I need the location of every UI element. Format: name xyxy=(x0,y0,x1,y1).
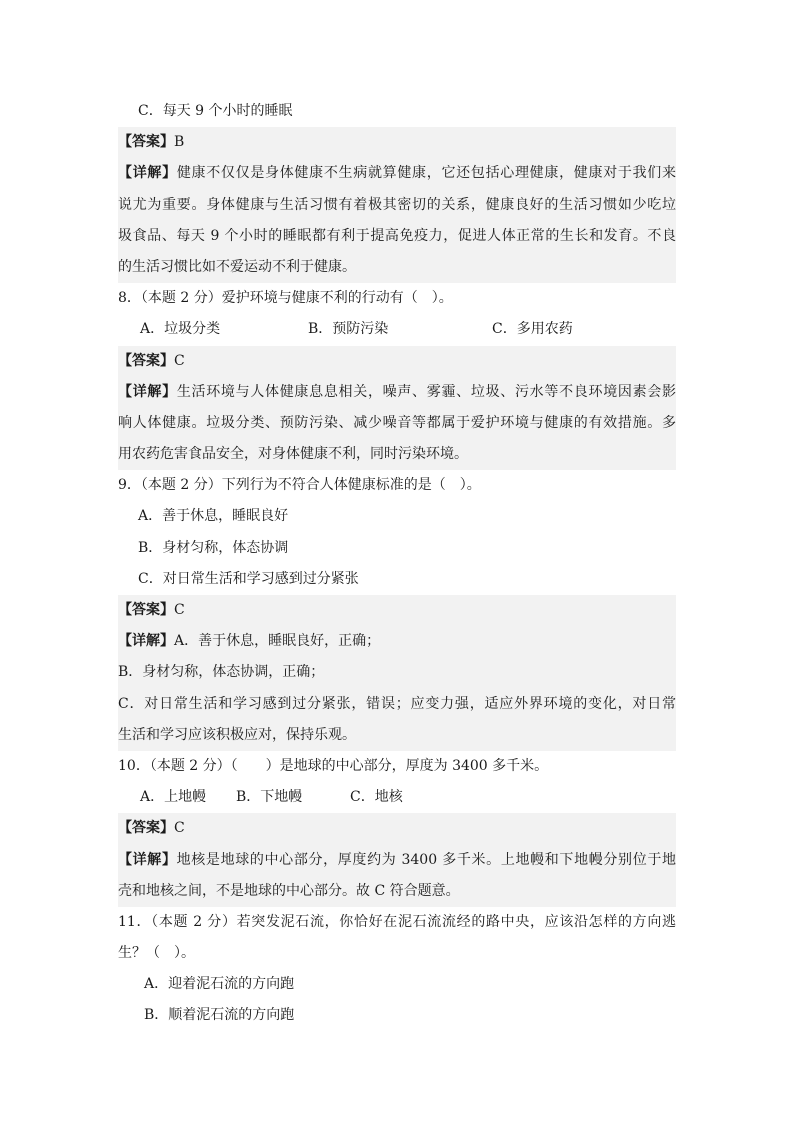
q8-answer-block xyxy=(118,346,676,471)
q10-answer: C xyxy=(174,820,185,837)
q7-answer-line xyxy=(118,127,676,158)
q9-option-b: B．身材匀称，体态协调 xyxy=(138,539,289,556)
q8-answer-line xyxy=(118,346,676,377)
answer-tag: 【答案】 xyxy=(118,352,174,369)
q9-answer-block xyxy=(118,595,676,751)
detail-tag: 【详解】 xyxy=(118,383,177,400)
q7-answer-block xyxy=(118,127,676,283)
q10-option-b: B．下地幔 xyxy=(236,789,303,806)
q10-option-a: A．上地幔 xyxy=(140,789,207,806)
q10-answer-line xyxy=(118,813,676,844)
detail-tag: 【详解】 xyxy=(118,633,174,650)
answer-tag: 【答案】 xyxy=(118,134,174,151)
q8-option-a: A．垃圾分类 xyxy=(140,321,221,338)
q8-answer: C xyxy=(174,352,185,369)
exam-page-content xyxy=(118,96,676,1032)
answer-tag: 【答案】 xyxy=(118,602,174,618)
q9-detail-line-3: C．对日常生活和学习感到过分紧张，错误；应变力强，适应外界环境的变化，对日常 xyxy=(118,695,676,712)
q10-option-c: C．地核 xyxy=(350,789,403,806)
q7-detail-line-1: 【详解】健康不仅仅是身体健康不生病就算健康，它还包括心理健康，健康对于我们来 xyxy=(118,165,676,182)
q9-option-a: A．善于休息，睡眠良好 xyxy=(138,508,289,525)
q9-answer-line xyxy=(118,595,676,626)
q8-option-c: C．多用农药 xyxy=(492,321,573,338)
q7-detail-line-3: 圾食品、每天 9 个小时的睡眠都有利于提高免疫力，促进人体正常的生长和发育。不良 xyxy=(118,227,676,244)
q8-option-b: B．预防污染 xyxy=(308,321,389,338)
q10-question: 10．（本题 2 分）（ ）是地球的中心部分，厚度为 3400 多千米。 xyxy=(118,757,549,774)
q7-detail-line-4: 的生活习惯比如不爱运动不利于健康。 xyxy=(118,258,356,275)
detail-tag: 【详解】 xyxy=(118,165,177,182)
q8-detail-line-3: 用农药危害食品安全，对身体健康不利，同时污染环境。 xyxy=(118,446,468,463)
q11-question-line-2: 生？（ ）。 xyxy=(118,945,195,962)
detail-tag: 【详解】 xyxy=(118,851,177,868)
q8-question: 8．（本题 2 分）爱护环境与健康不利的行动有（ ）。 xyxy=(118,290,453,307)
q9-answer: C xyxy=(174,602,185,618)
q8-detail-line-2: 响人体健康。垃圾分类、预防污染、减少噪音等都属于爱护环境与健康的有效措施。多 xyxy=(118,414,676,431)
q8-detail-line-1: 【详解】生活环境与人体健康息息相关，噪声、雾霾、垃圾、污水等不良环境因素会影 xyxy=(118,383,676,400)
answer-tag: 【答案】 xyxy=(118,820,174,837)
q10-options xyxy=(118,782,676,813)
q10-detail-line-1: 【详解】地核是地球的中心部分，厚度约为 3400 多千米。上地幔和下地幔分别位于地 xyxy=(118,851,676,868)
q11-option-b: B．顺着泥石流的方向跑 xyxy=(144,1007,295,1024)
q8-options xyxy=(118,314,676,345)
q9-option-c: C．对日常生活和学习感到过分紧张 xyxy=(138,570,359,587)
q11-option-a: A．迎着泥石流的方向跑 xyxy=(144,976,295,993)
q9-detail-line-2: B．身材匀称，体态协调，正确； xyxy=(118,664,325,681)
q10-detail-line-2: 壳和地核之间，不是地球的中心部分。故 C 符合题意。 xyxy=(118,882,460,899)
q7-detail-line-2: 说尤为重要。身体健康与生活习惯有着极其密切的关系，健康良好的生活习惯如少吃垃 xyxy=(118,196,676,213)
q9-question: 9．（本题 2 分）下列行为不符合人体健康标准的是（ ）。 xyxy=(118,477,481,494)
q9-detail-line-1: 【详解】A．善于休息，睡眠良好，正确； xyxy=(118,633,381,650)
q10-answer-block xyxy=(118,813,676,907)
q9-detail-line-4: 生活和学习应该积极应对，保持乐观。 xyxy=(118,726,356,743)
q7-option-c: C．每天 9 个小时的睡眠 xyxy=(138,103,293,119)
q7-answer: B xyxy=(174,134,185,151)
q11-question-line-1: 11．（本题 2 分）若突发泥石流，你恰好在泥石流流经的路中央，应该沿怎样的方向逃 xyxy=(118,913,676,930)
